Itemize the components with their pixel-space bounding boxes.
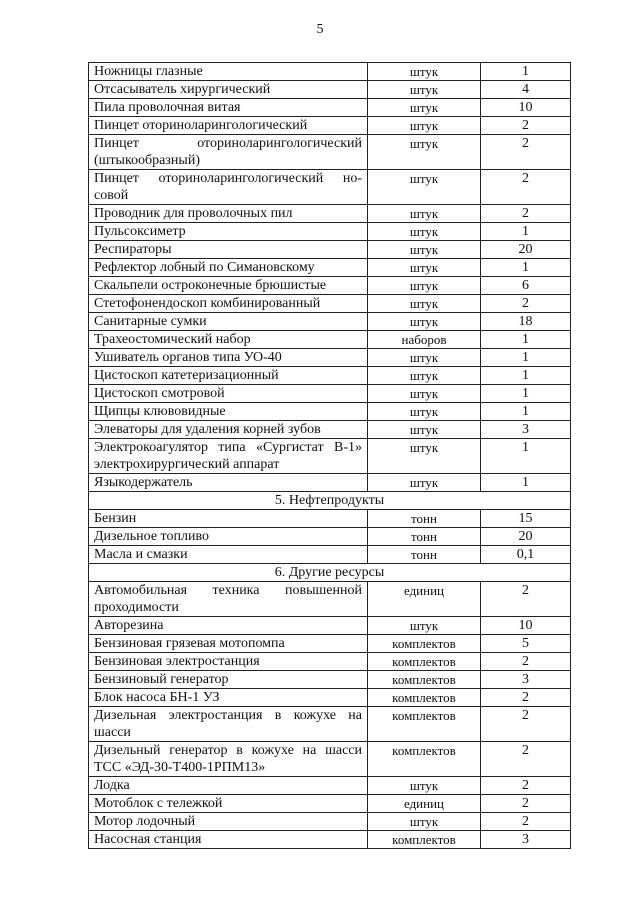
item-name: Проводник для проволочных пил [89,205,368,223]
item-quantity: 2 [481,170,571,205]
table-row [89,241,571,259]
table-row [89,528,571,546]
item-unit: комплектов [368,635,481,653]
item-unit: штук [368,439,481,474]
item-unit: единиц [368,582,481,617]
item-name: Блок насоса БН-1 УЗ [89,689,368,707]
item-unit: штук [368,63,481,81]
table-row [89,813,571,831]
item-quantity: 6 [481,277,571,295]
table-row [89,671,571,689]
item-name: Масла и смазки [89,546,368,564]
item-unit: тонн [368,528,481,546]
table-row [89,295,571,313]
table-row [89,617,571,635]
table-row [89,81,571,99]
table-row [89,635,571,653]
item-unit: штук [368,421,481,439]
item-unit: тонн [368,510,481,528]
item-unit: комплектов [368,831,481,849]
item-name: Пинцет оториноларингологический [89,117,368,135]
table-row [89,742,571,777]
item-unit: штук [368,617,481,635]
item-unit: штук [368,385,481,403]
table-row [89,474,571,492]
item-quantity: 5 [481,635,571,653]
item-name: Дизельное топливо [89,528,368,546]
item-unit: комплектов [368,689,481,707]
item-quantity: 2 [481,582,571,617]
item-quantity: 3 [481,671,571,689]
item-quantity: 1 [481,403,571,421]
item-quantity: 2 [481,795,571,813]
item-name: Лодка [89,777,368,795]
item-unit: штук [368,205,481,223]
item-unit: тонн [368,546,481,564]
item-quantity: 20 [481,241,571,259]
item-unit: комплектов [368,653,481,671]
item-unit: штук [368,223,481,241]
page-number: 5 [316,22,324,37]
item-name: Электрокоагулятор типа «Сургистат В-1» электрохирургический аппарат [89,439,368,474]
item-name: Ножницы глазные [89,63,368,81]
item-quantity: 1 [481,474,571,492]
table-row [89,707,571,742]
table-row [89,205,571,223]
table-row [89,277,571,295]
item-name: Цистоскоп смотровой [89,385,368,403]
item-unit: наборов [368,331,481,349]
table-row [89,439,571,474]
section-title: 5. Нефтепродукты [89,492,571,510]
table-row [89,582,571,617]
item-unit: штук [368,349,481,367]
table-row [89,349,571,367]
item-unit: штук [368,99,481,117]
item-unit: штук [368,241,481,259]
item-name: Рефлектор лобный по Симановскому [89,259,368,277]
item-name: Скальпели остроконечные брюшистые [89,277,368,295]
section-header-row [89,564,571,582]
table-row [89,99,571,117]
table-row [89,795,571,813]
item-quantity: 2 [481,707,571,742]
item-unit: штук [368,403,481,421]
item-quantity: 2 [481,653,571,671]
item-name: Цистоскоп катетеризационный [89,367,368,385]
item-quantity: 10 [481,617,571,635]
item-quantity: 2 [481,205,571,223]
table-row [89,367,571,385]
item-name: Санитарные сумки [89,313,368,331]
item-name: Бензин [89,510,368,528]
item-quantity: 1 [481,385,571,403]
table-row [89,403,571,421]
item-name: Пульсоксиметр [89,223,368,241]
item-name: Языкодержатель [89,474,368,492]
item-quantity: 1 [481,259,571,277]
item-name: Дизельная электростанция в кожухе на шасси [89,707,368,742]
item-name: Насосная станция [89,831,368,849]
table-row [89,777,571,795]
item-unit: комплектов [368,707,481,742]
item-quantity: 2 [481,295,571,313]
item-unit: штук [368,777,481,795]
item-quantity: 2 [481,742,571,777]
table-row [89,510,571,528]
item-unit: штук [368,367,481,385]
item-name: Мотоблок с тележкой [89,795,368,813]
item-name: Автомобильная техника повышенной проходимости [89,582,368,617]
item-name: Трахеостомический набор [89,331,368,349]
item-name: Отсасыватель хирургический [89,81,368,99]
item-unit: штук [368,81,481,99]
item-quantity: 2 [481,689,571,707]
item-unit: комплектов [368,742,481,777]
item-unit: штук [368,474,481,492]
item-name: Пила проволочная витая [89,99,368,117]
item-unit: штук [368,259,481,277]
table-row [89,117,571,135]
item-name: Авторезина [89,617,368,635]
table-row [89,689,571,707]
item-quantity: 3 [481,421,571,439]
table-row [89,421,571,439]
item-quantity: 1 [481,331,571,349]
item-quantity: 2 [481,813,571,831]
item-unit: штук [368,313,481,331]
item-unit: штук [368,295,481,313]
section-header-row [89,492,571,510]
resources-table-body [89,63,571,849]
item-name: Элеваторы для удаления корней зубов [89,421,368,439]
table-row [89,385,571,403]
item-unit: штук [368,277,481,295]
section-title: 6. Другие ресурсы [89,564,571,582]
item-quantity: 1 [481,367,571,385]
item-name: Мотор лодочный [89,813,368,831]
item-quantity: 20 [481,528,571,546]
item-unit: штук [368,813,481,831]
table-row [89,63,571,81]
item-quantity: 0,1 [481,546,571,564]
item-quantity: 4 [481,81,571,99]
table-row [89,831,571,849]
item-quantity: 1 [481,439,571,474]
item-name: Бензиновый генератор [89,671,368,689]
item-quantity: 3 [481,831,571,849]
item-quantity: 18 [481,313,571,331]
table-row [89,170,571,205]
item-quantity: 2 [481,777,571,795]
item-name: Пинцет оториноларингологический но-совой [89,170,368,205]
table-row [89,135,571,170]
item-name: Ушиватель органов типа УО-40 [89,349,368,367]
item-name: Пинцет оториноларингологический (штыкообразный) [89,135,368,170]
item-unit: штук [368,117,481,135]
item-quantity: 1 [481,223,571,241]
item-name: Бензиновая электростанция [89,653,368,671]
item-unit: штук [368,135,481,170]
item-name: Стетофонендоскоп комбинированный [89,295,368,313]
item-unit: комплектов [368,671,481,689]
table-row [89,223,571,241]
item-quantity: 2 [481,135,571,170]
item-name: Бензиновая грязевая мотопомпа [89,635,368,653]
item-unit: штук [368,170,481,205]
table-row [89,259,571,277]
table-row [89,546,571,564]
table-row [89,331,571,349]
item-name: Дизельный генератор в кожухе на шасси ТСС «ЭД-30-Т400-1РПМ13» [89,742,368,777]
item-quantity: 2 [481,117,571,135]
item-quantity: 1 [481,63,571,81]
resources-table [88,62,571,849]
item-name: Щипцы клювовидные [89,403,368,421]
item-quantity: 10 [481,99,571,117]
item-quantity: 15 [481,510,571,528]
table-row [89,313,571,331]
item-unit: единиц [368,795,481,813]
table-row [89,653,571,671]
item-name: Респираторы [89,241,368,259]
item-quantity: 1 [481,349,571,367]
